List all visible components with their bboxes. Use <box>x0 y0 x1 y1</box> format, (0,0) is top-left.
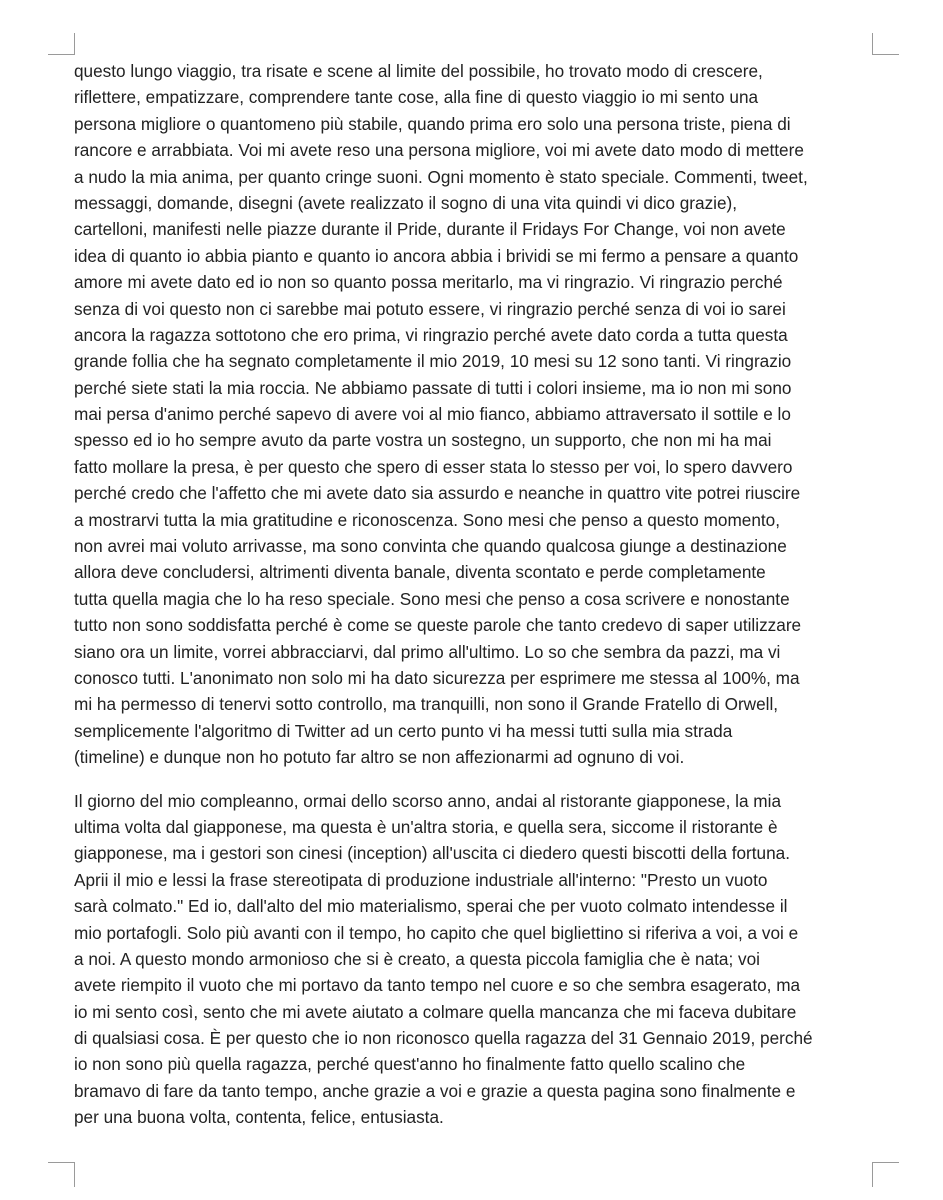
text-line: io mi sento così, sento che mi avete aiutato a colmare quella mancanza che mi faceva dubitare <box>74 1001 797 1022</box>
text-line: io non sono più quella ragazza, perché quest'anno ho finalmente fatto quello scalino che <box>74 1054 746 1075</box>
text-line: ancora la ragazza sottotono che ero prima, vi ringrazio perché avete dato corda a tutta questa <box>74 324 788 345</box>
paragraph-2[interactable] <box>74 788 872 1131</box>
text-line: ultima volta dal giapponese, ma questa è un'altra storia, e quella sera, siccome il ristorante è <box>74 816 778 837</box>
text-line: a mostrarvi tutta la mia gratitudine e riconoscenza. Sono mesi che penso a questo momento, <box>74 509 781 530</box>
text-line: questo lungo viaggio, tra risate e scene al limite del possibile, ho trovato modo di crescere, <box>74 61 763 81</box>
text-line: messaggi, domande, disegni (avete realizzato il sogno di una vita quindi vi dico grazie), <box>74 192 738 213</box>
text-line: mi ha permesso di tenervi sotto controllo, ma tranquilli, non sono il Grande Fratello di Orwell, <box>74 694 779 715</box>
text-line: conosco tutti. L'anonimato non solo mi ha dato sicurezza per esprimere me stessa al 100%, ma <box>74 667 800 688</box>
text-line: mio portafogli. Solo più avanti con il tempo, ho capito che quel bigliettino si riferiva a voi, a voi e <box>74 922 799 943</box>
document-body[interactable] <box>74 58 872 1131</box>
text-line: amore mi avete dato ed io non so quanto possa meritarlo, ma vi ringrazio. Vi ringrazio perché <box>74 272 783 293</box>
text-line: non avrei mai voluto arrivasse, ma sono convinta che quando qualcosa giunge a destinazione <box>74 536 787 557</box>
text-line: bramavo di fare da tanto tempo, anche grazie a voi e grazie a questa pagina sono finalmente e <box>74 1080 796 1101</box>
bottom-left-margin-mark <box>48 1162 75 1187</box>
text-line: per una buona volta, contenta, felice, entusiasta. <box>74 1107 444 1128</box>
text-line: semplicemente l'algoritmo di Twitter ad un certo punto vi ha messi tutti sulla mia strada <box>74 720 733 741</box>
text-line: persona migliore o quantomeno più stabile, quando prima ero solo una persona triste, piena di <box>74 113 791 134</box>
text-line: siano ora un limite, vorrei abbracciarvi, dal primo all'ultimo. Lo so che sembra da pazzi, ma vi <box>74 641 781 662</box>
text-line: sarà colmato." Ed io, dall'alto del mio materialismo, sperai che per vuoto colmato intendesse il <box>74 896 788 917</box>
text-line: a nudo la mia anima, per quanto cringe suoni. Ogni momento è stato speciale. Commenti, tweet, <box>74 166 808 187</box>
text-line: Aprii il mio e lessi la frase stereotipata di produzione industriale all'interno: "Presto un vuoto <box>74 869 768 890</box>
text-line: riflettere, empatizzare, comprendere tante cose, alla fine di questo viaggio io mi sento una <box>74 87 759 108</box>
text-line: tutto non sono soddisfatta perché è come se queste parole che tanto credevo di saper utilizzare <box>74 615 802 636</box>
paragraph-spacing <box>74 771 872 788</box>
text-line: giapponese, ma i gestori son cinesi (inception) all'uscita ci diedero questi biscotti della fortuna. <box>74 843 791 864</box>
text-line: grande follia che ha segnato completamente il mio 2019, 10 mesi su 12 sono tanti. Vi ringrazio <box>74 351 792 372</box>
text-line: tutta quella magia che lo ha reso speciale. Sono mesi che penso a cosa scrivere e nonostante <box>74 588 790 609</box>
text-line: rancore e arrabbiata. Voi mi avete reso una persona migliore, voi mi avete dato modo di mettere <box>74 140 804 161</box>
text-line: (timeline) e dunque non ho potuto far altro se non affezionarmi ad ognuno di voi. <box>74 747 685 768</box>
text-line: avete riempito il vuoto che mi portavo da tanto tempo nel cuore e so che sembra esagerato, ma <box>74 975 801 996</box>
text-line: cartelloni, manifesti nelle piazze durante il Pride, durante il Fridays For Change, voi non avete <box>74 219 786 240</box>
text-line: spesso ed io ho sempre avuto da parte vostra un sostegno, un supporto, che non mi ha mai <box>74 430 772 451</box>
text-line: perché siete stati la mia roccia. Ne abbiamo passate di tutti i colori insieme, ma io non mi sono <box>74 377 792 398</box>
top-left-margin-mark <box>48 33 75 55</box>
text-line: di qualsiasi cosa. È per questo che io non riconosco quella ragazza del 31 Gennaio 2019, perché <box>74 1028 813 1049</box>
text-line: perché credo che l'affetto che mi avete dato sia assurdo e neanche in quattro vite potrei riuscire <box>74 483 801 504</box>
bottom-right-margin-mark <box>872 1162 899 1187</box>
text-line: fatto mollare la presa, è per questo che spero di esser stata lo stesso per voi, lo spero davvero <box>74 456 793 477</box>
text-line: Il giorno del mio compleanno, ormai dello scorso anno, andai al ristorante giapponese, la mia <box>74 790 782 811</box>
top-right-margin-mark <box>872 33 899 55</box>
text-line: idea di quanto io abbia pianto e quanto io ancora abbia i brividi se mi fermo a pensare a quanto <box>74 245 799 266</box>
text-line: a noi. A questo mondo armonioso che si è creato, a questa piccola famiglia che è nata; voi <box>74 948 761 969</box>
text-line: senza di voi questo non ci sarebbe mai potuto essere, vi ringrazio perché senza di voi io sarei <box>74 298 786 319</box>
text-line: mai persa d'animo perché sapevo di avere voi al mio fianco, abbiamo attraversato il sottile e lo <box>74 404 791 425</box>
text-line: allora deve concludersi, altrimenti diventa banale, diventa scontato e perde completamente <box>74 562 766 583</box>
paragraph-1[interactable] <box>74 58 872 771</box>
